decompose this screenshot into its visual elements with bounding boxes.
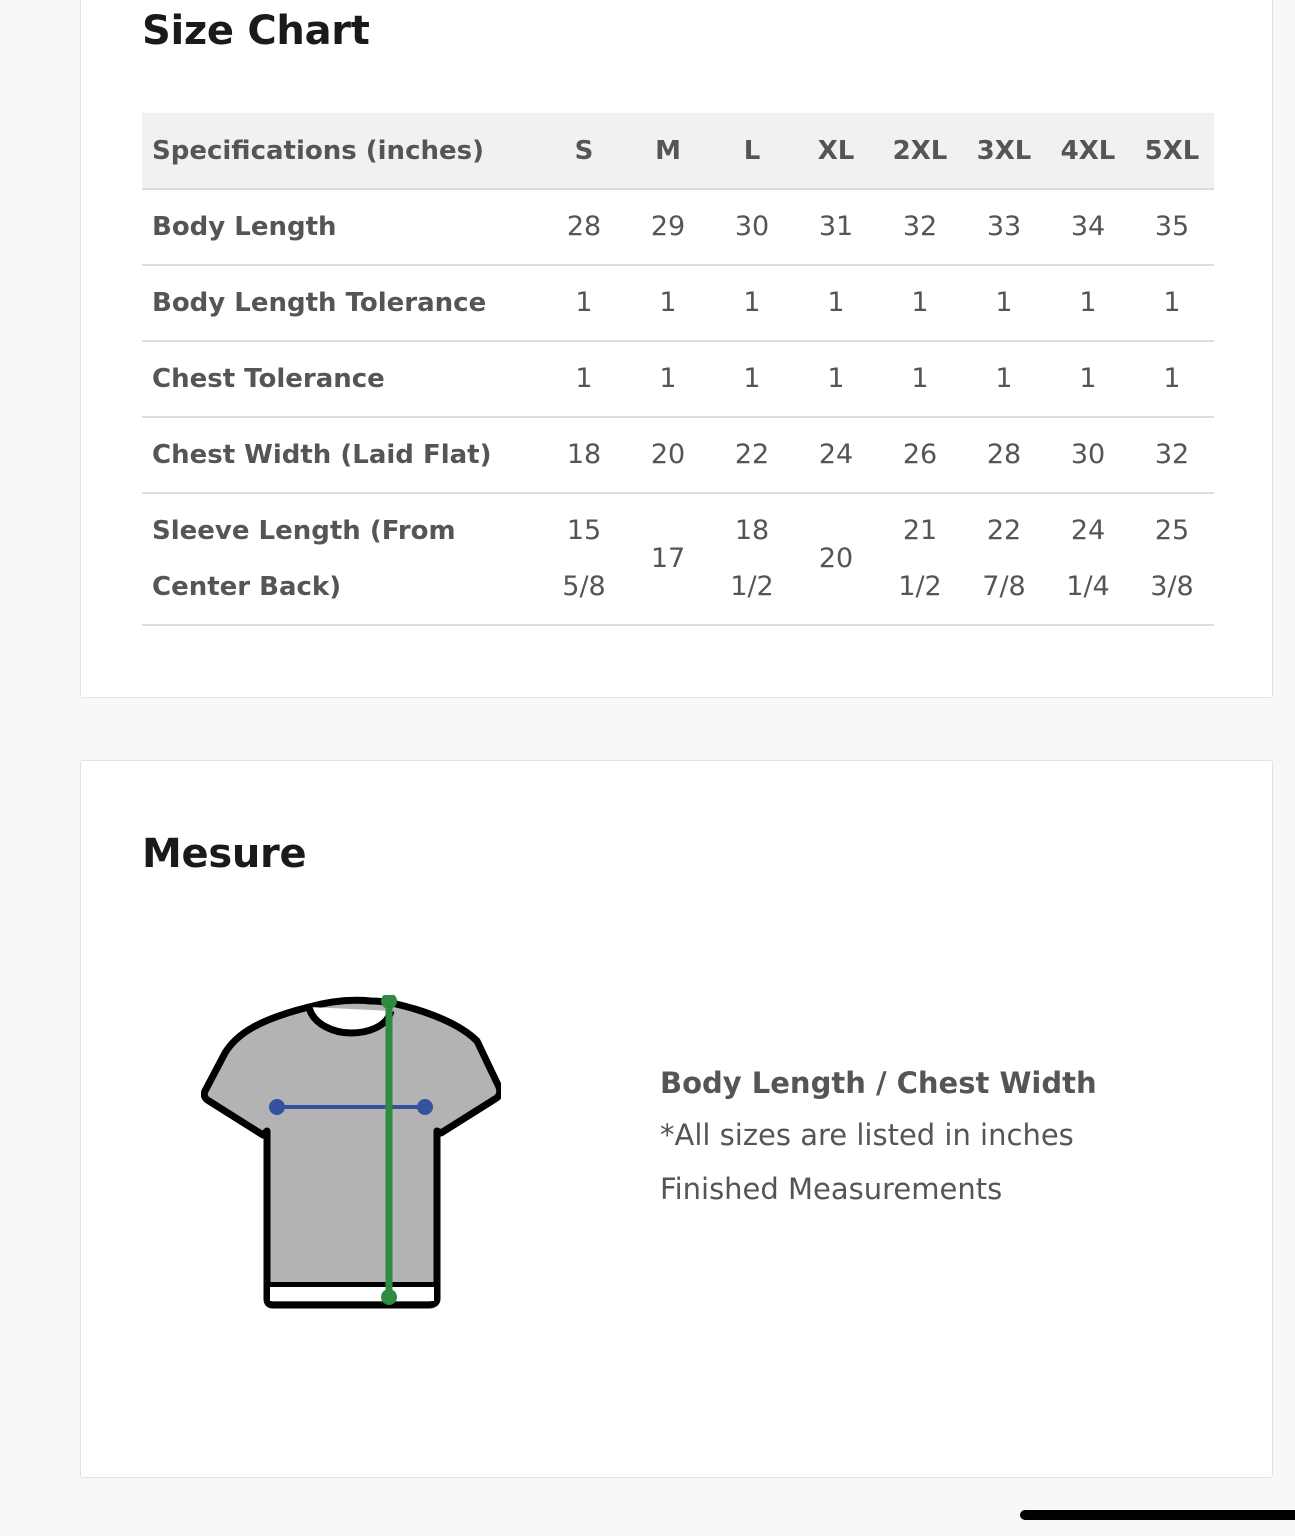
table-cell: 1 xyxy=(542,265,626,341)
table-cell: 21 1/2 xyxy=(878,493,962,625)
table-cell: 30 xyxy=(1046,417,1130,493)
table-cell: 18 xyxy=(542,417,626,493)
table-cell: 32 xyxy=(1130,417,1214,493)
table-cell: 1 xyxy=(1130,341,1214,417)
row-label: Body Length Tolerance xyxy=(142,265,542,341)
table-cell: 32 xyxy=(878,189,962,265)
table-cell: 24 1/4 xyxy=(1046,493,1130,625)
column-header: XL xyxy=(794,113,878,189)
table-cell: 1 xyxy=(1046,265,1130,341)
table-row xyxy=(142,189,1214,265)
row-label: Sleeve Length (From Center Back) xyxy=(142,493,542,625)
size-chart-title: Size Chart xyxy=(142,8,370,54)
table-cell: 15 5/8 xyxy=(542,493,626,625)
tshirt-measure-icon xyxy=(201,995,501,1315)
table-cell: 1 xyxy=(962,265,1046,341)
table-cell: 34 xyxy=(1046,189,1130,265)
table-cell: 1 xyxy=(1046,341,1130,417)
table-cell: 25 3/8 xyxy=(1130,493,1214,625)
table-cell: 1 xyxy=(794,265,878,341)
table-header-row xyxy=(142,113,1214,189)
column-header: 4XL xyxy=(1046,113,1130,189)
table-cell: 1 xyxy=(626,341,710,417)
table-cell: 22 7/8 xyxy=(962,493,1046,625)
table-row xyxy=(142,493,1214,625)
table-cell: 24 xyxy=(794,417,878,493)
measure-subnote: Finished Measurements xyxy=(660,1172,1003,1206)
table-row xyxy=(142,417,1214,493)
table-cell: 28 xyxy=(962,417,1046,493)
table-cell: 1 xyxy=(710,265,794,341)
table-cell: 26 xyxy=(878,417,962,493)
table-cell: 1 xyxy=(542,341,626,417)
measure-card xyxy=(80,760,1273,1478)
measure-description xyxy=(660,1066,1097,1226)
row-label: Body Length xyxy=(142,189,542,265)
table-cell: 18 1/2 xyxy=(710,493,794,625)
table-cell: 35 xyxy=(1130,189,1214,265)
home-indicator[interactable] xyxy=(1020,1510,1295,1520)
measure-heading: Body Length / Chest Width xyxy=(660,1066,1097,1100)
table-cell: 33 xyxy=(962,189,1046,265)
measure-title: Mesure xyxy=(142,831,307,877)
table-cell: 22 xyxy=(710,417,794,493)
column-header: M xyxy=(626,113,710,189)
table-cell: 28 xyxy=(542,189,626,265)
column-header: S xyxy=(542,113,626,189)
table-cell: 1 xyxy=(962,341,1046,417)
table-cell: 20 xyxy=(626,417,710,493)
table-cell: 20 xyxy=(794,493,878,625)
table-cell: 1 xyxy=(710,341,794,417)
table-cell: 17 xyxy=(626,493,710,625)
table-cell: 1 xyxy=(794,341,878,417)
column-header: 3XL xyxy=(962,113,1046,189)
table-cell: 1 xyxy=(1130,265,1214,341)
size-table xyxy=(142,113,1214,626)
row-label: Chest Width (Laid Flat) xyxy=(142,417,542,493)
table-cell: 30 xyxy=(710,189,794,265)
table-cell: 1 xyxy=(878,341,962,417)
table-cell: 31 xyxy=(794,189,878,265)
column-header: L xyxy=(710,113,794,189)
column-header: 2XL xyxy=(878,113,962,189)
size-chart-card xyxy=(80,0,1273,698)
table-row xyxy=(142,341,1214,417)
table-cell: 29 xyxy=(626,189,710,265)
column-header: 5XL xyxy=(1130,113,1214,189)
column-header: Specifications (inches) xyxy=(142,113,542,189)
table-cell: 1 xyxy=(878,265,962,341)
table-cell: 1 xyxy=(626,265,710,341)
table-row xyxy=(142,265,1214,341)
tshirt-body xyxy=(204,1000,500,1305)
row-label: Chest Tolerance xyxy=(142,341,542,417)
measure-note: *All sizes are listed in inches xyxy=(660,1118,1074,1152)
